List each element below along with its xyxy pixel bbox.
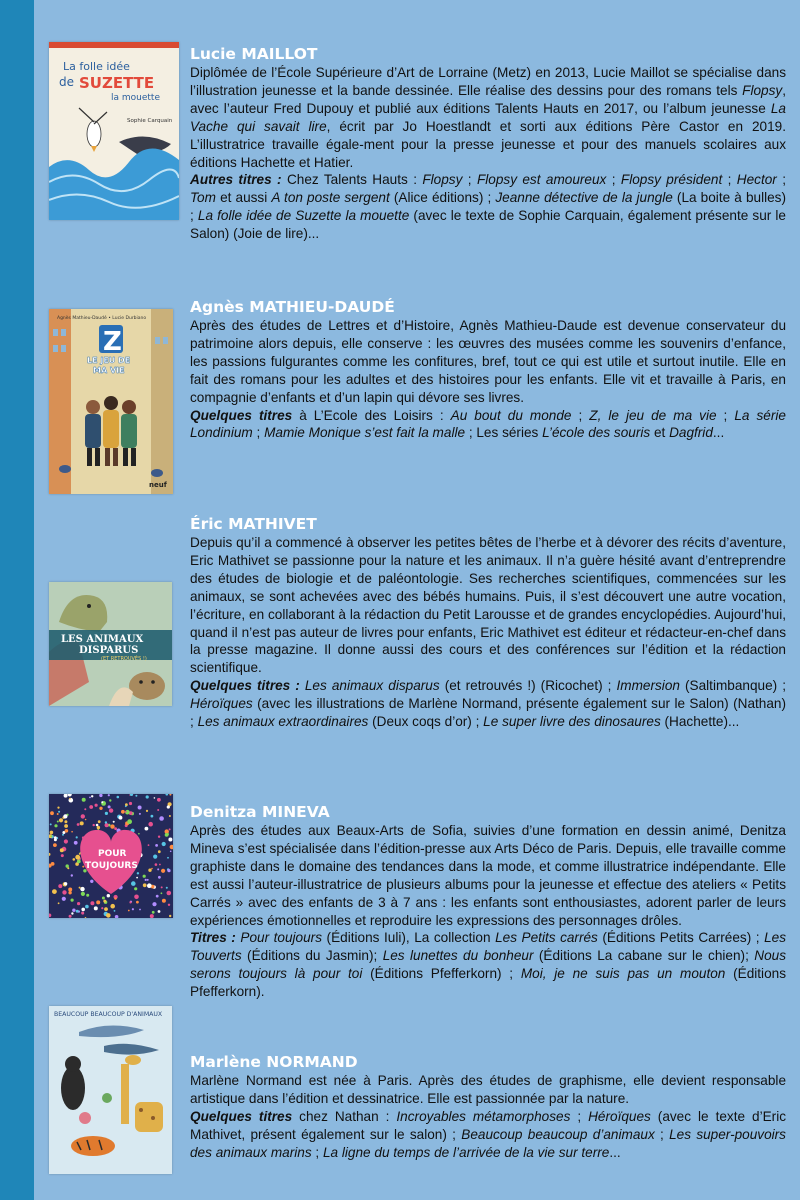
confetti-dot xyxy=(58,811,60,813)
author-titles xyxy=(190,929,786,1001)
confetti-dot xyxy=(110,904,115,909)
confetti-dot xyxy=(86,894,89,897)
confetti-dot xyxy=(68,888,72,892)
confetti-dot xyxy=(145,879,147,881)
confetti-dot xyxy=(134,895,139,900)
confetti-dot xyxy=(71,874,73,876)
cover-beaucoup-illustration xyxy=(49,1006,172,1174)
left-color-stripe xyxy=(0,0,34,1200)
cover-animaux-title-1: LES ANIMAUX xyxy=(61,634,144,645)
confetti-dot xyxy=(170,851,172,853)
confetti-dot xyxy=(167,857,169,859)
author-bio: Après des études de Lettres et d’Histoire, Agnès Mathieu-Daude est devenue conservateur du patrimoine alors depuis, elle conserve : les œuvres des musées comme les souvenirs d’enfance, les passions fulgurantes comme les confitures, bref, tout ce qui est utile et surtout inutile. Elle en fait des romans pour les adultes et des histoires pour les enfants. Elle vit et travaille à Paris, en compagnie d’enfants et d’un lapin qui dévore ses livres. xyxy=(190,318,786,405)
cover-z-title-1: LE JEU DE xyxy=(87,356,131,365)
confetti-dot xyxy=(73,858,76,861)
confetti-dot xyxy=(156,895,159,898)
confetti-dot xyxy=(91,795,93,797)
confetti-dot xyxy=(85,905,89,909)
cover-beaucoup-title: BEAUCOUP BEAUCOUP D'ANIMAUX xyxy=(54,1011,163,1018)
confetti-dot xyxy=(117,796,120,799)
confetti-dot xyxy=(58,902,60,904)
confetti-dot xyxy=(61,854,64,857)
confetti-dot xyxy=(89,797,91,799)
confetti-dot xyxy=(154,797,156,799)
confetti-dot xyxy=(57,821,59,823)
confetti-dot xyxy=(138,806,142,810)
confetti-dot xyxy=(139,909,141,911)
cover-suzette-title-1: La folle idée xyxy=(63,60,130,73)
author-name: Denitza MINEVA xyxy=(190,803,330,821)
confetti-dot xyxy=(82,866,84,868)
confetti-dot xyxy=(162,899,166,903)
confetti-dot xyxy=(128,910,130,912)
confetti-dot xyxy=(143,883,147,887)
confetti-dot xyxy=(57,813,59,815)
confetti-dot xyxy=(132,908,134,910)
confetti-dot xyxy=(161,869,165,873)
cover-pour-toujours-title-2: TOUJOURS xyxy=(85,861,138,871)
confetti-dot xyxy=(169,915,171,917)
confetti-dot xyxy=(89,805,93,809)
confetti-dot xyxy=(139,813,141,815)
confetti-dot xyxy=(148,822,153,827)
confetti-dot xyxy=(121,810,125,814)
cover-z-title-2: MA VIE xyxy=(93,366,125,375)
confetti-dot xyxy=(135,795,137,797)
confetti-dot xyxy=(151,815,154,818)
confetti-dot xyxy=(103,900,106,903)
confetti-dot xyxy=(99,807,102,810)
author-titles xyxy=(190,677,786,731)
confetti-dot xyxy=(145,827,149,831)
confetti-dot xyxy=(98,820,101,823)
confetti-dot xyxy=(102,897,105,900)
titles-label: Quelques titres xyxy=(190,1108,293,1124)
confetti-dot xyxy=(146,810,148,812)
confetti-dot xyxy=(148,869,151,872)
confetti-dot xyxy=(96,900,100,904)
confetti-dot xyxy=(64,824,68,828)
confetti-dot xyxy=(167,805,170,808)
author-name: Lucie MAILLOT xyxy=(190,45,318,63)
confetti-dot xyxy=(166,887,168,889)
confetti-dot xyxy=(90,880,93,883)
confetti-dot xyxy=(161,886,163,888)
confetti-dot xyxy=(65,829,69,833)
confetti-dot xyxy=(80,821,84,825)
titles-text: Pour toujours (Éditions Iuli), La collection Les Petits carrés (Éditions Petits Carrées) ; Les Touverts (Éditions du Jasmin); Les lunettes du bonheur (Éditions La cabane sur le chien); Nous serons toujours là pour toi (Éditions Pfefferkorn) ; Moi, je ne suis pas un mouton (Éditions Pfefferkorn). xyxy=(190,930,787,1000)
confetti-dot xyxy=(125,811,127,813)
confetti-dot xyxy=(97,826,100,829)
confetti-dot xyxy=(169,815,171,817)
confetti-dot xyxy=(109,799,111,801)
confetti-dot xyxy=(110,824,114,828)
confetti-dot xyxy=(64,839,68,843)
confetti-dot xyxy=(77,860,81,864)
cover-z-illustration xyxy=(49,309,173,494)
confetti-dot xyxy=(93,824,95,826)
author-name: Marlène NORMAND xyxy=(190,1053,358,1071)
confetti-dot xyxy=(67,867,69,869)
cover-pour-toujours-illustration xyxy=(49,794,173,918)
cover-suzette-illustration xyxy=(49,42,179,220)
confetti-dot xyxy=(157,798,161,802)
cover-suzette-title-4: la mouette xyxy=(111,93,160,103)
confetti-dot xyxy=(109,808,113,812)
author-titles xyxy=(190,1108,786,1162)
confetti-dot xyxy=(152,902,156,906)
confetti-dot xyxy=(131,881,136,886)
confetti-dot xyxy=(158,910,161,913)
confetti-dot xyxy=(79,887,81,889)
confetti-dot xyxy=(63,814,67,818)
titles-label: Autres titres : xyxy=(190,172,282,188)
cover-animaux-title-3: (ET RETROUVÉS !) xyxy=(101,656,147,662)
author-entry-agnes-mathieu-daude xyxy=(190,297,786,442)
confetti-dot xyxy=(153,855,157,859)
confetti-dot xyxy=(77,823,80,826)
confetti-dot xyxy=(165,833,169,837)
confetti-dot xyxy=(158,876,161,879)
cover-z-top-text: Agnès Mathieu-Daudé • Lucie Durbiano xyxy=(57,316,147,321)
confetti-dot xyxy=(96,824,99,827)
author-entry-eric-mathivet xyxy=(190,514,786,731)
confetti-dot xyxy=(90,901,94,905)
confetti-dot xyxy=(64,820,67,823)
titles-text: Chez Talents Hauts : Flopsy ; Flopsy est amoureux ; Flopsy président ; Hector ; Tom et aussi A ton poste sergent (Alice éditions) ; Jeanne détective de la jungle (La boite à bulles) ; La folle idée de Suzette la mouette (avec le texte de Sophie Carquain, également présente sur le Salon) (Joie de lire)... xyxy=(190,172,786,242)
confetti-dot xyxy=(79,853,81,855)
book-cover-beaucoup-animaux xyxy=(49,1006,172,1174)
confetti-dot xyxy=(119,816,123,820)
confetti-dot xyxy=(138,833,140,835)
author-bio: Après des études aux Beaux-Arts de Sofia, suivies d’une formation en dessin animé, Denitza Mineva s’est spécialisée dans l’édition-presse aux Arts Déco de Paris. Depuis, elle travaille comme graphiste dans le domaine des tendances dans la mode, et comme illustratrice indépendante. Elle est aussi l’auteur-illustratrice de plusieurs albums pour la jeunesse et effectue des ateliers « Petits Carrés » avec des enfants de 3 à 7 ans : les enfants sont enthousiastes, adorent parler de leurs expériences émotionnelles et reproduire les expressions des personnages drôles. xyxy=(190,823,786,928)
confetti-dot xyxy=(136,901,139,904)
titles-label: Quelques titres : xyxy=(190,678,300,694)
confetti-dot xyxy=(81,908,85,912)
confetti-dot xyxy=(53,843,57,847)
confetti-dot xyxy=(69,915,72,918)
cover-animaux-illustration xyxy=(49,582,172,706)
confetti-dot xyxy=(162,842,166,846)
confetti-dot xyxy=(94,906,98,910)
confetti-dot xyxy=(62,890,66,894)
confetti-dot xyxy=(76,910,79,913)
titles-label: Titres : xyxy=(190,930,236,946)
confetti-dot xyxy=(85,819,87,821)
confetti-dot xyxy=(75,855,80,860)
confetti-dot xyxy=(159,816,164,821)
confetti-dot xyxy=(77,902,80,905)
cover-z-letter: Z xyxy=(103,327,122,357)
confetti-dot xyxy=(167,869,170,872)
author-name: Agnès MATHIEU-DAUDÉ xyxy=(190,298,395,316)
cover-suzette-author: Sophie Carquain xyxy=(127,118,173,124)
titles-text: à L’Ecole des Loisirs : Au bout du monde ; Z, le jeu de ma vie ; La série Londinium ; Mamie Monique s’est fait la malle ; Les séries L’école des souris et Dagfrid... xyxy=(190,407,786,441)
titles-label: Quelques titres xyxy=(190,407,293,423)
author-bio: Marlène Normand est née à Paris. Après des études de graphisme, elle devient responsable artistique dans l’édition et dessinatrice. Elle est passionnée par la nature. xyxy=(190,1073,786,1106)
confetti-dot xyxy=(127,819,132,824)
confetti-dot xyxy=(82,798,86,802)
confetti-dot xyxy=(114,827,117,830)
confetti-dot xyxy=(104,907,108,911)
confetti-dot xyxy=(52,889,57,894)
confetti-dot xyxy=(125,805,127,807)
confetti-dot xyxy=(95,804,98,807)
confetti-dot xyxy=(159,864,161,866)
confetti-dot xyxy=(114,897,116,899)
confetti-dot xyxy=(157,868,159,870)
author-bio: Diplômée de l’École Supérieure d’Art de Lorraine (Metz) en 2013, Lucie Maillot se spécialise dans l’illustration jeunesse et la bande dessinée. Elle réalise des dessins pour des romans tels Flopsy, avec l’auteur Fred Dupouy et publié aux éditions Talents Hauts en 2017, ou l’album jeunesse La Vache qui savait lire, écrit par Jo Hoestlandt et sorti aux éditions Père Castor en 2019. L’illustratrice travaille égale-ment pour la presse jeunesse et pour des manuels scolaires aux éditions Hachette et Hatier. xyxy=(190,65,787,170)
confetti-dot xyxy=(64,882,67,885)
author-name: Éric MATHIVET xyxy=(190,515,317,533)
confetti-dot xyxy=(57,807,59,809)
confetti-dot xyxy=(108,805,111,808)
confetti-dot xyxy=(71,899,74,902)
confetti-dot xyxy=(146,795,149,798)
confetti-dot xyxy=(147,883,152,888)
confetti-dot xyxy=(54,824,57,827)
confetti-dot xyxy=(101,801,103,803)
confetti-dot xyxy=(50,811,54,815)
confetti-dot xyxy=(76,836,78,838)
titles-text: chez Nathan : Incroyables métamorphoses ; Héroïques (avec le texte d’Eric Mathivet, présent également sur le salon) ; Beaucoup beaucoup d’animaux ; Les super-pouvoirs des animaux marins ; La ligne du temps de l’arrivée de la vie sur terre... xyxy=(190,1108,787,1160)
confetti-dot xyxy=(148,844,150,846)
confetti-dot xyxy=(62,834,64,836)
confetti-dot xyxy=(50,823,52,825)
book-cover-suzette xyxy=(49,42,179,220)
confetti-dot xyxy=(129,901,131,903)
confetti-dot xyxy=(114,910,116,912)
confetti-dot xyxy=(129,802,132,805)
confetti-dot xyxy=(167,891,172,896)
confetti-dot xyxy=(161,892,163,894)
confetti-dot xyxy=(58,884,62,888)
confetti-dot xyxy=(81,892,85,896)
confetti-dot xyxy=(84,808,86,810)
confetti-dot xyxy=(71,831,73,833)
confetti-dot xyxy=(59,818,63,822)
confetti-dot xyxy=(81,912,84,915)
confetti-dot xyxy=(105,823,109,827)
cover-z-publisher: neuf xyxy=(149,481,167,489)
cover-suzette-title-2: de xyxy=(59,75,74,89)
author-bio: Depuis qu’il a commencé à observer les petites bêtes de l’herbe et à dévorer des récits d’aventure, Eric Mathivet se passionne pour la nature et les animaux. Il n’a guère hésité avant d’entreprendre des études de biologie et de paléontologie. Ses recherches scientifiques, commencées sur les animaux, se sont achevées avec des bébés humains. Puis, il s’est découvert une autre vocation, l’écriture, en collaborant à la rédaction du Petit Larousse et de grandes encyclopédies. Aujourd’hui, quand il n’est pas auteur de livres pour enfants, Eric Mathivet est éditeur et rédacteur-en-chef dans la presse magazine. Il donne aussi des cours et des conférences sur l’édition et la rédaction scientifique. xyxy=(190,535,786,676)
confetti-dot xyxy=(105,821,107,823)
confetti-dot xyxy=(80,887,84,891)
confetti-dot xyxy=(50,831,54,835)
confetti-dot xyxy=(169,828,171,830)
confetti-dot xyxy=(62,897,66,901)
confetti-dot xyxy=(108,794,110,796)
confetti-dot xyxy=(136,877,138,879)
confetti-dot xyxy=(74,841,78,845)
confetti-dot xyxy=(72,909,75,912)
confetti-dot xyxy=(107,894,110,897)
confetti-dot xyxy=(151,868,153,870)
confetti-dot xyxy=(158,836,160,838)
book-cover-z-le-jeu xyxy=(49,309,173,494)
author-titles xyxy=(190,407,786,443)
confetti-dot xyxy=(168,838,172,842)
confetti-dot xyxy=(69,798,71,800)
confetti-dot xyxy=(60,848,64,852)
titles-text: Les animaux disparus (et retrouvés !) (Ricochet) ; Immersion (Saltimbanque) ; Héroïques (avec les illustrations de Marlène Normand, présente également sur le Salon) (Nathan) ; Les animaux extraordinaires (Deux coqs d’or) ; Le super livre des dinosaures (Hachette)... xyxy=(190,678,787,730)
confetti-dot xyxy=(137,872,139,874)
confetti-dot xyxy=(106,913,111,918)
confetti-dot xyxy=(50,835,52,837)
confetti-dot xyxy=(134,887,137,890)
cover-pour-toujours-title-1: POUR xyxy=(98,849,127,859)
author-entry-marlene-normand xyxy=(190,1052,786,1162)
confetti-dot xyxy=(155,863,158,866)
confetti-dot xyxy=(155,844,158,847)
author-titles xyxy=(190,171,786,243)
confetti-dot xyxy=(147,879,149,881)
confetti-dot xyxy=(157,809,159,811)
confetti-dot xyxy=(168,904,170,906)
confetti-dot xyxy=(158,850,161,853)
confetti-dot xyxy=(113,821,115,823)
confetti-dot xyxy=(143,875,146,878)
confetti-dot xyxy=(71,912,73,914)
author-entry-denitza-mineva xyxy=(190,802,786,1001)
book-cover-pour-toujours xyxy=(49,794,173,918)
confetti-dot xyxy=(68,891,71,894)
confetti-dot xyxy=(101,907,103,909)
confetti-dot xyxy=(152,911,155,914)
confetti-dot xyxy=(54,836,57,839)
book-cover-animaux-disparus xyxy=(49,582,172,706)
cover-suzette-title-3: SUZETTE xyxy=(79,74,155,92)
author-entry-lucie-maillot xyxy=(190,44,786,243)
cover-animaux-title-2: DISPARUS xyxy=(79,645,139,656)
confetti-dot xyxy=(81,814,85,818)
confetti-dot xyxy=(150,914,154,918)
confetti-dot xyxy=(105,812,108,815)
